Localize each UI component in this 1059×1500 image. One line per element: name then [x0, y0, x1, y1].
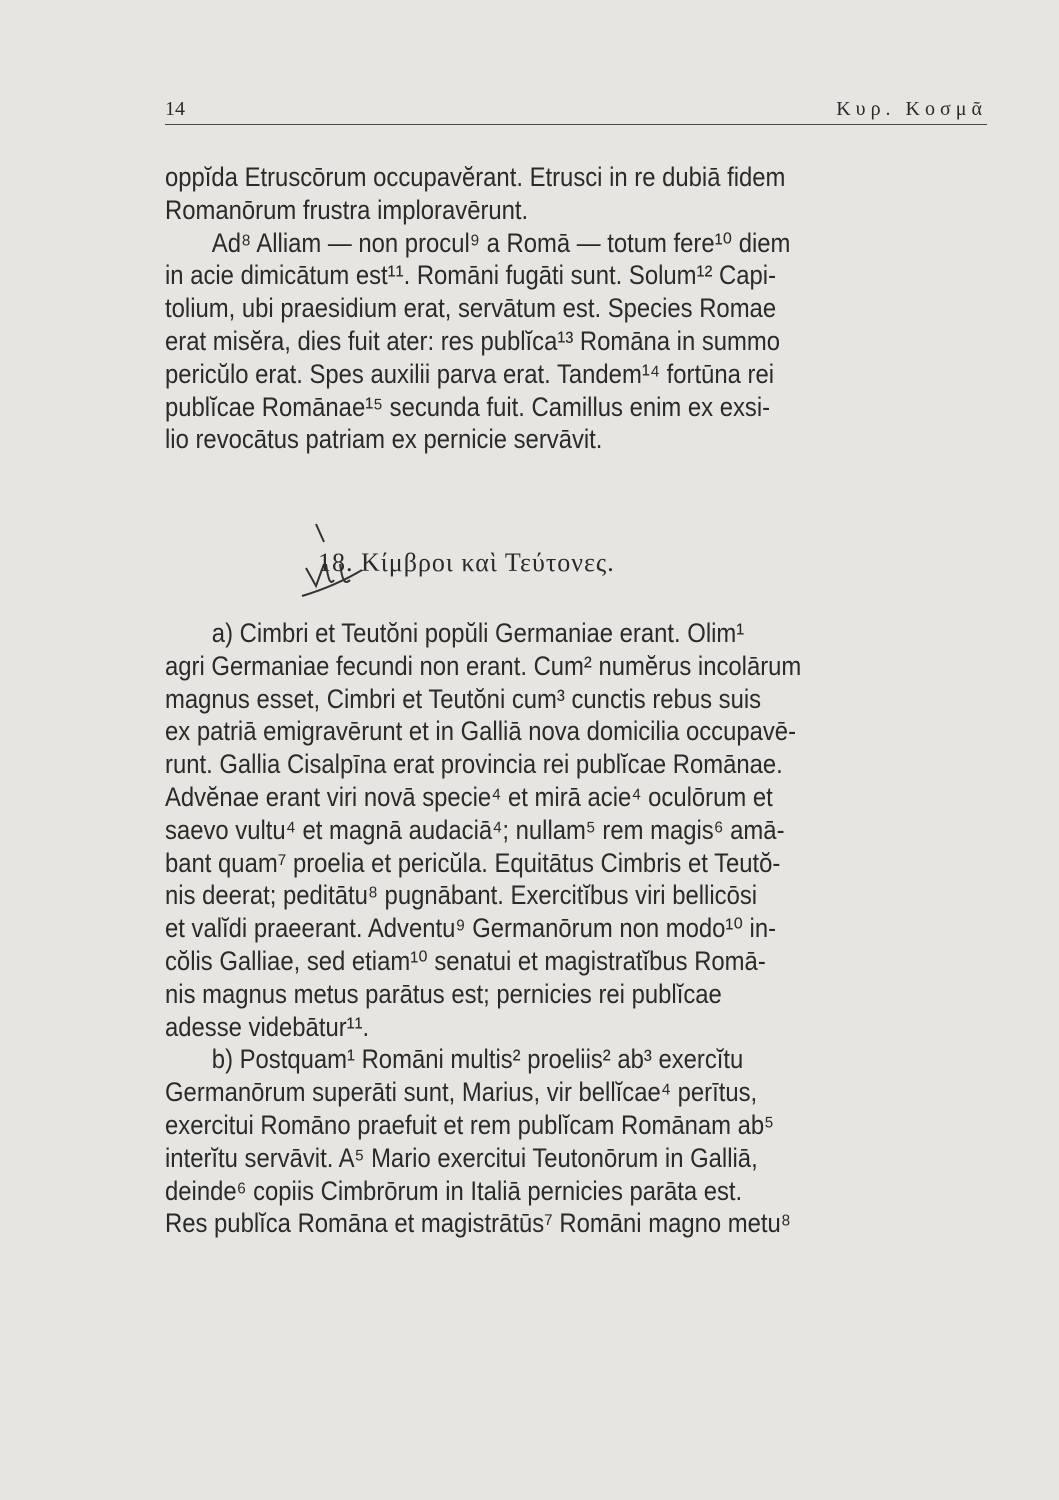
- text-line: in acie dimicātum est¹¹. Romāni fugāti sunt. Solum¹² Capi-: [165, 260, 777, 291]
- text-line: lio revocātus patriam ex pernicie servāvit.: [165, 424, 603, 455]
- text-line: Ad⁸ Alliam — non procul⁹ a Romā — totum fere¹⁰ diem: [211, 227, 791, 258]
- text-line: erat misĕra, dies fuit ater: res publĭca¹³ Romāna in summo: [165, 325, 781, 356]
- running-title: Κυρ. Κοσμᾶ: [836, 98, 987, 120]
- text-line: interĭtu servāvit. A⁵ Mario exercitui Teutonōrum in Galliā,: [165, 1142, 758, 1173]
- header-rule: [165, 124, 987, 125]
- text-line: Romanōrum frustra imploravērunt.: [165, 194, 529, 225]
- text-line: runt. Gallia Cisalpīna erat provincia rei publĭcae Romānae.: [165, 749, 783, 780]
- text-line: b) Postquam¹ Romāni multis² proeliis² ab³ exercĭtu: [211, 1044, 744, 1075]
- text-line: oppĭda Etruscōrum occupavĕrant. Etrusci in re dubiā fidem: [165, 162, 786, 192]
- text-line: bant quam⁷ proelia et pericŭla. Equitātus Cimbris et Teutŏ-: [165, 847, 781, 878]
- text-line: deinde⁶ copiis Cimbrōrum in Italiā pernicies parāta est.: [165, 1175, 743, 1206]
- text-line: agri Germaniae fecundi non erant. Cum² numĕrus incolārum: [165, 650, 802, 681]
- text-line: Advĕnae erant viri novā specie⁴ et mirā acie⁴ oculōrum et: [165, 781, 773, 812]
- text-line: publĭcae Romānae¹⁵ secunda fuit. Camillus enim ex exsi-: [165, 391, 771, 422]
- text-line: cŏlis Galliae, sed etiam¹⁰ senatui et magistratĭbus Romā-: [165, 945, 766, 976]
- page-number: 14: [165, 98, 185, 120]
- text-line: Res publĭca Romāna et magistrātūs⁷ Romāni magno metu⁸: [165, 1208, 791, 1239]
- text-block-upper: [165, 161, 905, 456]
- text-block-lower: [165, 617, 905, 1240]
- text-line: nis magnus metus parātus est; pernicies rei publĭcae: [165, 978, 722, 1009]
- text-line: a) Cimbri et Teutŏni popŭli Germaniae erant. Olim¹: [211, 618, 745, 648]
- text-line: magnus esset, Cimbri et Teutŏni cum³ cunctis rebus suis: [165, 683, 762, 714]
- text-line: adesse videbātur¹¹.: [165, 1011, 370, 1042]
- text-line: exercitui Romāno praefuit et rem publĭcam Romānam ab⁵: [165, 1109, 775, 1140]
- text-line: Germanōrum superāti sunt, Marius, vir bellĭcae⁴ perītus,: [165, 1077, 758, 1108]
- text-line: ex patriā emigravērunt et in Galliā nova domicilia occupavē-: [165, 716, 797, 747]
- running-head: [165, 98, 987, 121]
- text-line: tolium, ubi praesidium erat, servātum est. Species Romae: [165, 293, 777, 324]
- text-line: pericŭlo erat. Spes auxilii parva erat. Tandem¹⁴ fortūna rei: [165, 358, 775, 389]
- text-line: nis deerat; peditātu⁸ pugnābant. Exercitĭbus viri bellicōsi: [165, 880, 758, 911]
- section-heading: 18. Κίμβροι καὶ Τεύτονες.: [318, 548, 615, 577]
- text-line: et valĭdi praeerant. Adventu⁹ Germanōrum non modo¹⁰ in-: [165, 913, 777, 944]
- text-line: saevo vultu⁴ et magnā audaciā⁴; nullam⁵ rem magis⁶ amā-: [165, 814, 785, 845]
